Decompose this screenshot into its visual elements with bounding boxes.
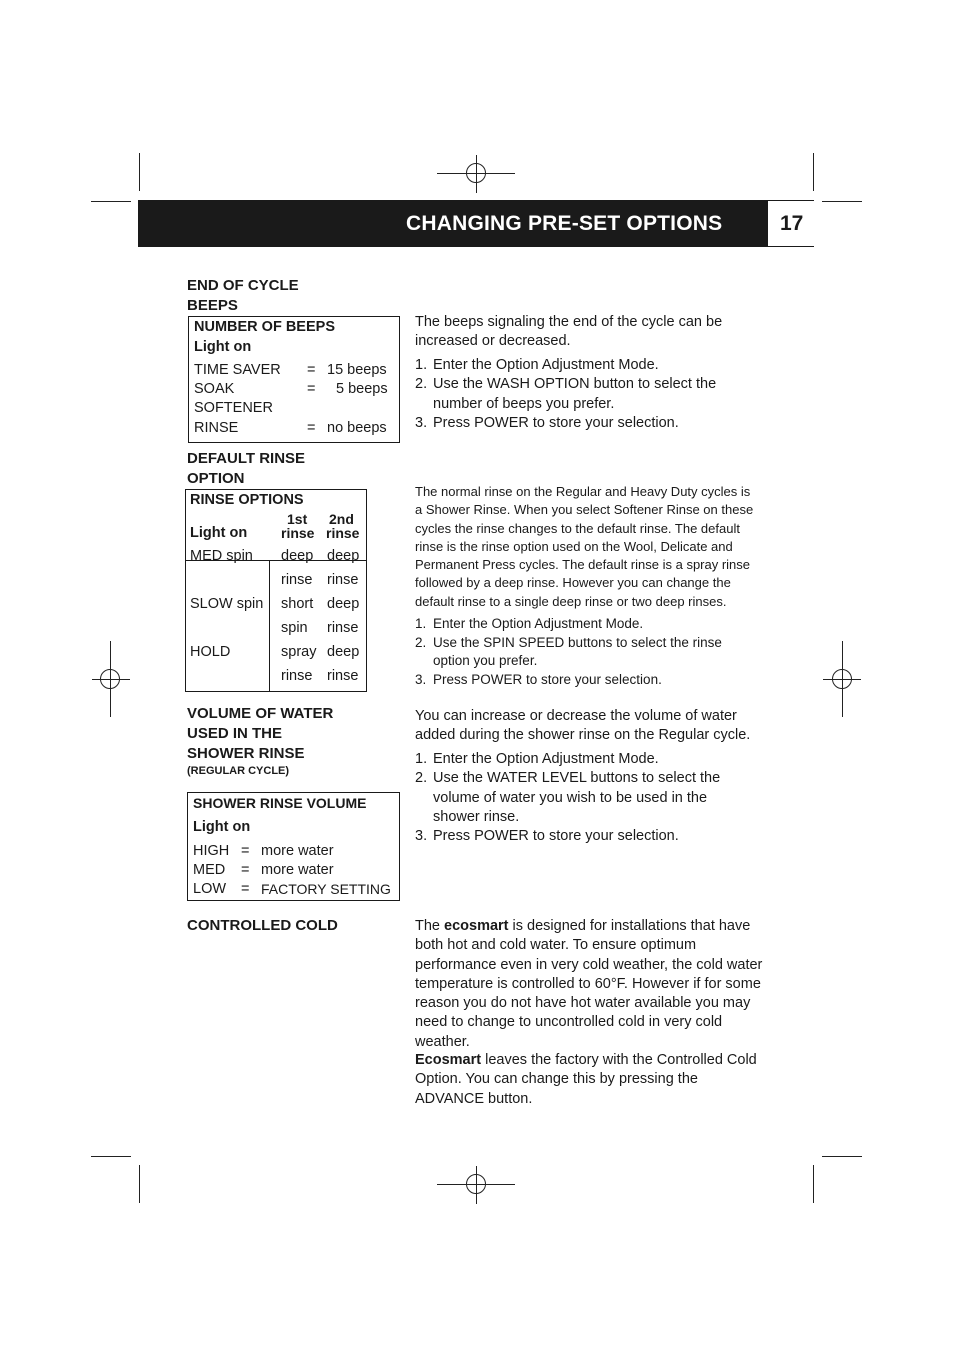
crop-mark: [822, 1156, 862, 1157]
rinse-row-c2: deep: [327, 548, 360, 564]
step-item: 1. Enter the Option Adjustment Mode.: [415, 357, 659, 373]
shower-row-eq: =: [241, 881, 250, 897]
rinse-row-c1: spray: [281, 644, 317, 660]
step-item: 3. Press POWER to store your selection.: [415, 671, 662, 687]
step-item: 2. Use the SPIN SPEED buttons to select the rinse option you prefer.: [415, 634, 722, 668]
rinse-row-c1: spin: [281, 620, 308, 636]
rinse-row-c2: rinse: [327, 620, 359, 636]
rinse-row-c1: deep: [281, 548, 314, 564]
beeps-row-eq: =: [307, 362, 316, 378]
registration-circle: [100, 669, 120, 689]
default-rinse-intro: The normal rinse on the Regular and Heavy Duty cycles is a Shower Rinse. When you select Softener Rinse on these cycles the rinse changes to the default rinse. The default rinse is the rinse option used on the Wool, Delicate and Permanent Press cycles. The default rinse is a spray rinse followed by a deep rinse. However you can change the default rinse to a single deep rinse or two deep rinses.: [415, 484, 754, 609]
rinse-col2-top: 2nd: [329, 511, 354, 527]
shower-rinse-heading: VOLUME OF WATER USED IN THE SHOWER RINSE: [187, 705, 334, 762]
beeps-row-value: no beeps: [327, 420, 387, 436]
beeps-row-label: TIME SAVER: [194, 362, 281, 378]
shower-light-on: Light on: [193, 819, 251, 835]
rinse-row-c1: short: [281, 596, 314, 612]
shower-row-value: more water: [261, 862, 334, 878]
rinse-row-label: MED spin: [190, 548, 253, 564]
controlled-cold-paragraph-2: Ecosmart leaves the factory with the Controlled Cold Option. You can change this by pressing the ADVANCE button.: [415, 1052, 757, 1107]
step-item: 2. Use the WASH OPTION button to select the number of beeps you prefer.: [415, 376, 717, 412]
rinse-row-label: HOLD: [190, 644, 231, 660]
brand-name: ecosmart: [444, 918, 509, 934]
light-on-label: Light on: [194, 339, 252, 355]
shower-row-label: LOW: [193, 881, 227, 897]
beeps-row-eq: =: [307, 420, 316, 436]
number-of-beeps-title: NUMBER OF BEEPS: [194, 319, 335, 335]
rinse-row-c1: rinse: [281, 668, 313, 684]
page-number: 17: [780, 212, 804, 235]
rinse-row-label: SLOW spin: [190, 596, 264, 612]
rinse-table-column-divider: [269, 560, 270, 692]
shower-rinse-volume-title: SHOWER RINSE VOLUME: [193, 795, 367, 811]
rinse-row-c2: deep: [327, 596, 360, 612]
step-item: 2. Use the WATER LEVEL buttons to select the volume of water you wish to be used in the shower rinse.: [415, 770, 721, 825]
rinse-row-c2: rinse: [327, 572, 359, 588]
shower-row-label: MED: [193, 862, 226, 878]
beeps-row-value: 5 beeps: [336, 381, 388, 397]
shower-row-eq: =: [241, 843, 250, 859]
brand-name: Ecosmart: [415, 1052, 482, 1068]
page-title: CHANGING PRE-SET OPTIONS: [406, 212, 723, 235]
crop-mark: [813, 153, 814, 191]
crop-mark: [139, 1165, 140, 1203]
crop-mark: [91, 201, 131, 202]
shower-row-eq: =: [241, 862, 250, 878]
beeps-row-label: RINSE: [194, 420, 239, 436]
crop-mark: [139, 153, 140, 191]
rinse-light-on: Light on: [190, 525, 248, 541]
rinse-col2-bottom: rinse: [326, 525, 360, 541]
step-item: 3. Press POWER to store your selection.: [415, 828, 679, 845]
rinse-options-title: RINSE OPTIONS: [190, 492, 304, 508]
crop-mark: [813, 1165, 814, 1203]
end-of-cycle-steps: [415, 356, 765, 433]
rinse-col1-top: 1st: [287, 511, 308, 527]
rinse-col1-bottom: rinse: [281, 525, 315, 541]
shower-row-value: more water: [261, 843, 334, 859]
shower-rinse-intro: You can increase or decrease the volume of water added during the shower rinse on the Regular cycle.: [415, 708, 751, 744]
default-rinse-heading: DEFAULT RINSE OPTION: [187, 450, 306, 487]
step-item: 1. Enter the Option Adjustment Mode.: [415, 751, 659, 767]
controlled-cold-heading: CONTROLLED COLD: [187, 917, 338, 934]
step-item: 3. Press POWER to store your selection.: [415, 414, 679, 431]
rinse-row-c2: rinse: [327, 668, 359, 684]
shower-rinse-subheading: (REGULAR CYCLE): [187, 765, 290, 777]
crop-mark: [91, 1156, 131, 1157]
registration-circle: [466, 1174, 486, 1194]
crop-mark: [822, 201, 862, 202]
registration-circle: [466, 163, 486, 183]
default-rinse-steps: [415, 615, 760, 689]
end-of-cycle-heading: END OF CYCLE BEEPS: [187, 277, 299, 314]
beeps-row-value: 15 beeps: [327, 362, 387, 378]
beeps-row-label: SOFTENER: [194, 400, 273, 416]
shower-row-label: HIGH: [193, 843, 230, 859]
shower-row-value: FACTORY SETTING: [261, 881, 391, 897]
rinse-row-c1: rinse: [281, 572, 313, 588]
beeps-row-label: SOAK: [194, 381, 235, 397]
rinse-row-c2: deep: [327, 644, 360, 660]
beeps-row-eq: =: [307, 381, 316, 397]
step-item: 1. Enter the Option Adjustment Mode.: [415, 616, 644, 631]
registration-circle: [832, 669, 852, 689]
shower-rinse-steps: [415, 750, 745, 846]
end-of-cycle-intro: The beeps signaling the end of the cycle can be increased or decreased.: [415, 314, 723, 350]
controlled-cold-paragraph: The ecosmart is designed for installations that have both hot and cold water. To ensure optimum performance even in very cold weather, the cold water temperature is controlled to 60°F. However if for some reason you do not have hot water available you may need to change to uncontrolled cold in very cold weather.: [415, 918, 763, 1050]
